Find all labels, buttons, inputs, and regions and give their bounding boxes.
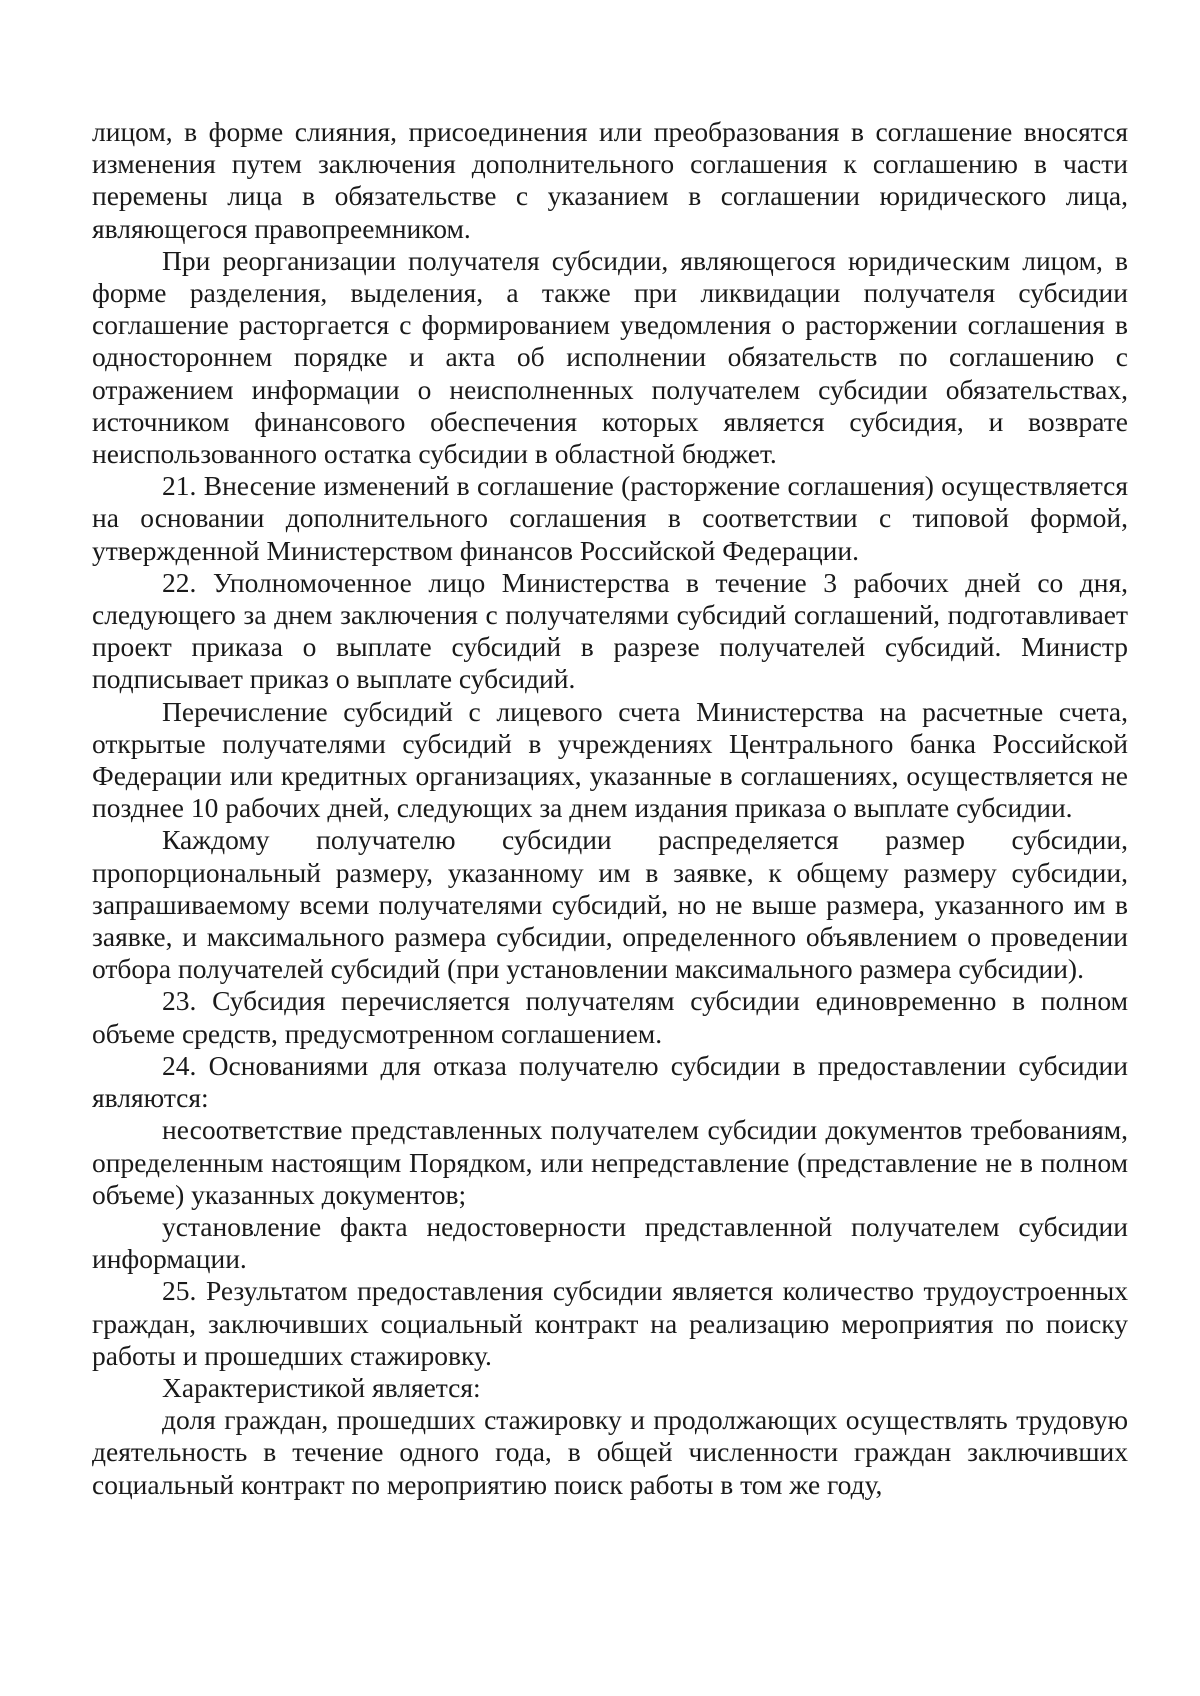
paragraph-refusal-ground-2: установление факта недостоверности представленной получателем субсидии информации.	[92, 1210, 1128, 1275]
paragraph-item-22: 22. Уполномоченное лицо Министерства в течение 3 рабочих дней со дня, следующего за днем заключения с получателями субсидий соглашений, подготавливает проект приказа о выплате субсидий в разрезе получателей субсидий. Министр подписывает приказ о выплате субсидий.	[92, 566, 1128, 695]
paragraph-distribution: Каждому получателю субсидии распределяется размер субсидии, пропорциональный размеру, указанному им в заявке, к общему размеру субсидии, запрашиваемому всеми получателями субсидий, но не выше размера, указанного им в заявке, и максимального размера субсидии, определенного объявлением о проведении отбора получателей субсидий (при установлении максимального размера субсидии).	[92, 824, 1128, 985]
paragraph-item-24: 24. Основаниями для отказа получателю субсидии в предоставлении субсидии являются:	[92, 1049, 1128, 1114]
document-body	[92, 116, 1128, 1501]
paragraph-item-21: 21. Внесение изменений в соглашение (расторжение соглашения) осуществляется на основании дополнительного соглашения в соответствии с типовой формой, утвержденной Министерством финансов Российской Федерации.	[92, 470, 1128, 566]
paragraph-reorganization: При реорганизации получателя субсидии, являющегося юридическим лицом, в форме разделения, выделения, а также при ликвидации получателя субсидии соглашение расторгается с формированием уведомления о расторжении соглашения в одностороннем порядке и акта об исполнении обязательств по соглашению с отражением информации о неисполненных получателем субсидии обязательствах, источником финансового обеспечения которых является субсидия, и возврате неиспользованного остатка субсидии в областной бюджет.	[92, 244, 1128, 470]
paragraph-characteristic-heading: Характеристикой является:	[162, 1371, 481, 1403]
paragraph-refusal-ground-1: несоответствие представленных получателем субсидии документов требованиям, определенным настоящим Порядком, или непредставление (представление не в полном объеме) указанных документов;	[92, 1114, 1128, 1210]
paragraph-item-23: 23. Субсидия перечисляется получателям субсидии единовременно в полном объеме средств, предусмотренном соглашением.	[92, 985, 1128, 1049]
paragraph-characteristic: доля граждан, прошедших стажировку и продолжающих осуществлять трудовую деятельность в течение одного года, в общей численности граждан заключивших социальный контракт по мероприятию поиск работы в том же году,	[92, 1404, 1128, 1500]
paragraph-item-25: 25. Результатом предоставления субсидии является количество трудоустроенных граждан, заключивших социальный контракт на реализацию мероприятия по поиску работы и прошедших стажировку.	[92, 1275, 1128, 1371]
paragraph-continuation: лицом, в форме слияния, присоединения или преобразования в соглашение вносятся изменения путем заключения дополнительного соглашения к соглашению в части перемены лица в обязательстве с указанием в соглашении юридического лица, являющегося правопреемником.	[92, 116, 1128, 244]
paragraph-transfer: Перечисление субсидий с лицевого счета Министерства на расчетные счета, открытые получателями субсидий в учреждениях Центрального банка Российской Федерации или кредитных организациях, указанные в соглашениях, осуществляется не позднее 10 рабочих дней, следующих за днем издания приказа о выплате субсидии.	[92, 695, 1128, 824]
